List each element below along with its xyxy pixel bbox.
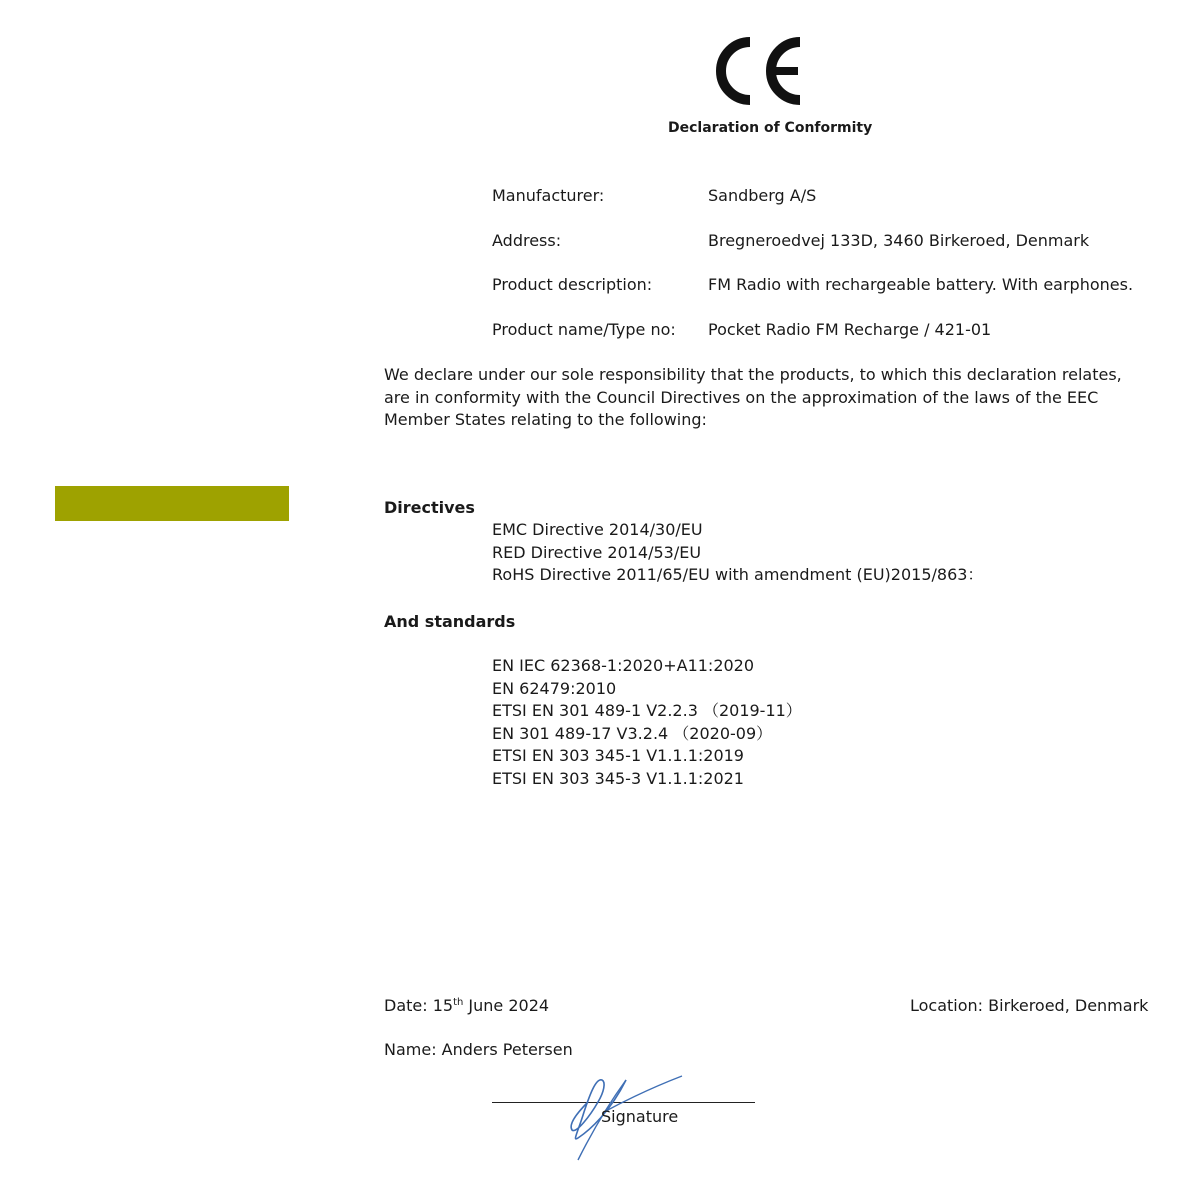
standards-heading: And standards bbox=[384, 612, 516, 631]
document-title: Declaration of Conformity bbox=[668, 120, 873, 136]
signatory-name: Name: Anders Petersen bbox=[384, 1040, 573, 1059]
manufacturer-label: Manufacturer: bbox=[492, 186, 605, 205]
address-value: Bregneroedvej 133D, 3460 Birkeroed, Denmark bbox=[708, 231, 1090, 250]
standards-list bbox=[492, 655, 802, 790]
list-item: EN IEC 62368-1:2020+A11:2020 bbox=[492, 656, 755, 675]
list-item: ETSI EN 303 345-1 V1.1.1:2019 bbox=[492, 746, 744, 765]
product-description-label: Product description: bbox=[492, 275, 653, 294]
address-label: Address: bbox=[492, 231, 562, 250]
signature-label: Signature bbox=[601, 1107, 679, 1126]
location-text: Location: Birkeroed, Denmark bbox=[910, 996, 1149, 1015]
date-text: Date: 15th June 2024 bbox=[384, 996, 550, 1015]
accent-bar bbox=[55, 486, 289, 521]
directives-heading: Directives bbox=[384, 498, 475, 517]
list-item: EMC Directive 2014/30/EU bbox=[492, 520, 703, 539]
declaration-statement: We declare under our sole responsibility that the products, to which this declaration relates, are in conformity with the Council Directives on the approximation of the laws of the EEC Member States relating to the following: bbox=[384, 365, 1122, 429]
directives-list bbox=[492, 519, 983, 587]
product-name-label: Product name/Type no: bbox=[492, 320, 676, 339]
ce-logo bbox=[708, 36, 808, 106]
list-item: ETSI EN 301 489-1 V2.2.3 （2019-11） bbox=[492, 701, 802, 720]
list-item: EN 62479:2010 bbox=[492, 678, 617, 698]
manufacturer-value: Sandberg A/S bbox=[708, 186, 817, 205]
list-item: RoHS Directive 2011/65/EU with amendment (EU)2015/863： bbox=[492, 565, 984, 584]
list-item: EN 301 489-17 V3.2.4 （2020-09） bbox=[492, 723, 773, 743]
product-name-value: Pocket Radio FM Recharge / 421-01 bbox=[708, 320, 992, 339]
list-item: ETSI EN 303 345-3 V1.1.1:2021 bbox=[492, 768, 744, 788]
list-item: RED Directive 2014/53/EU bbox=[492, 542, 702, 562]
product-description-value: FM Radio with rechargeable battery. With earphones. bbox=[708, 275, 1134, 294]
